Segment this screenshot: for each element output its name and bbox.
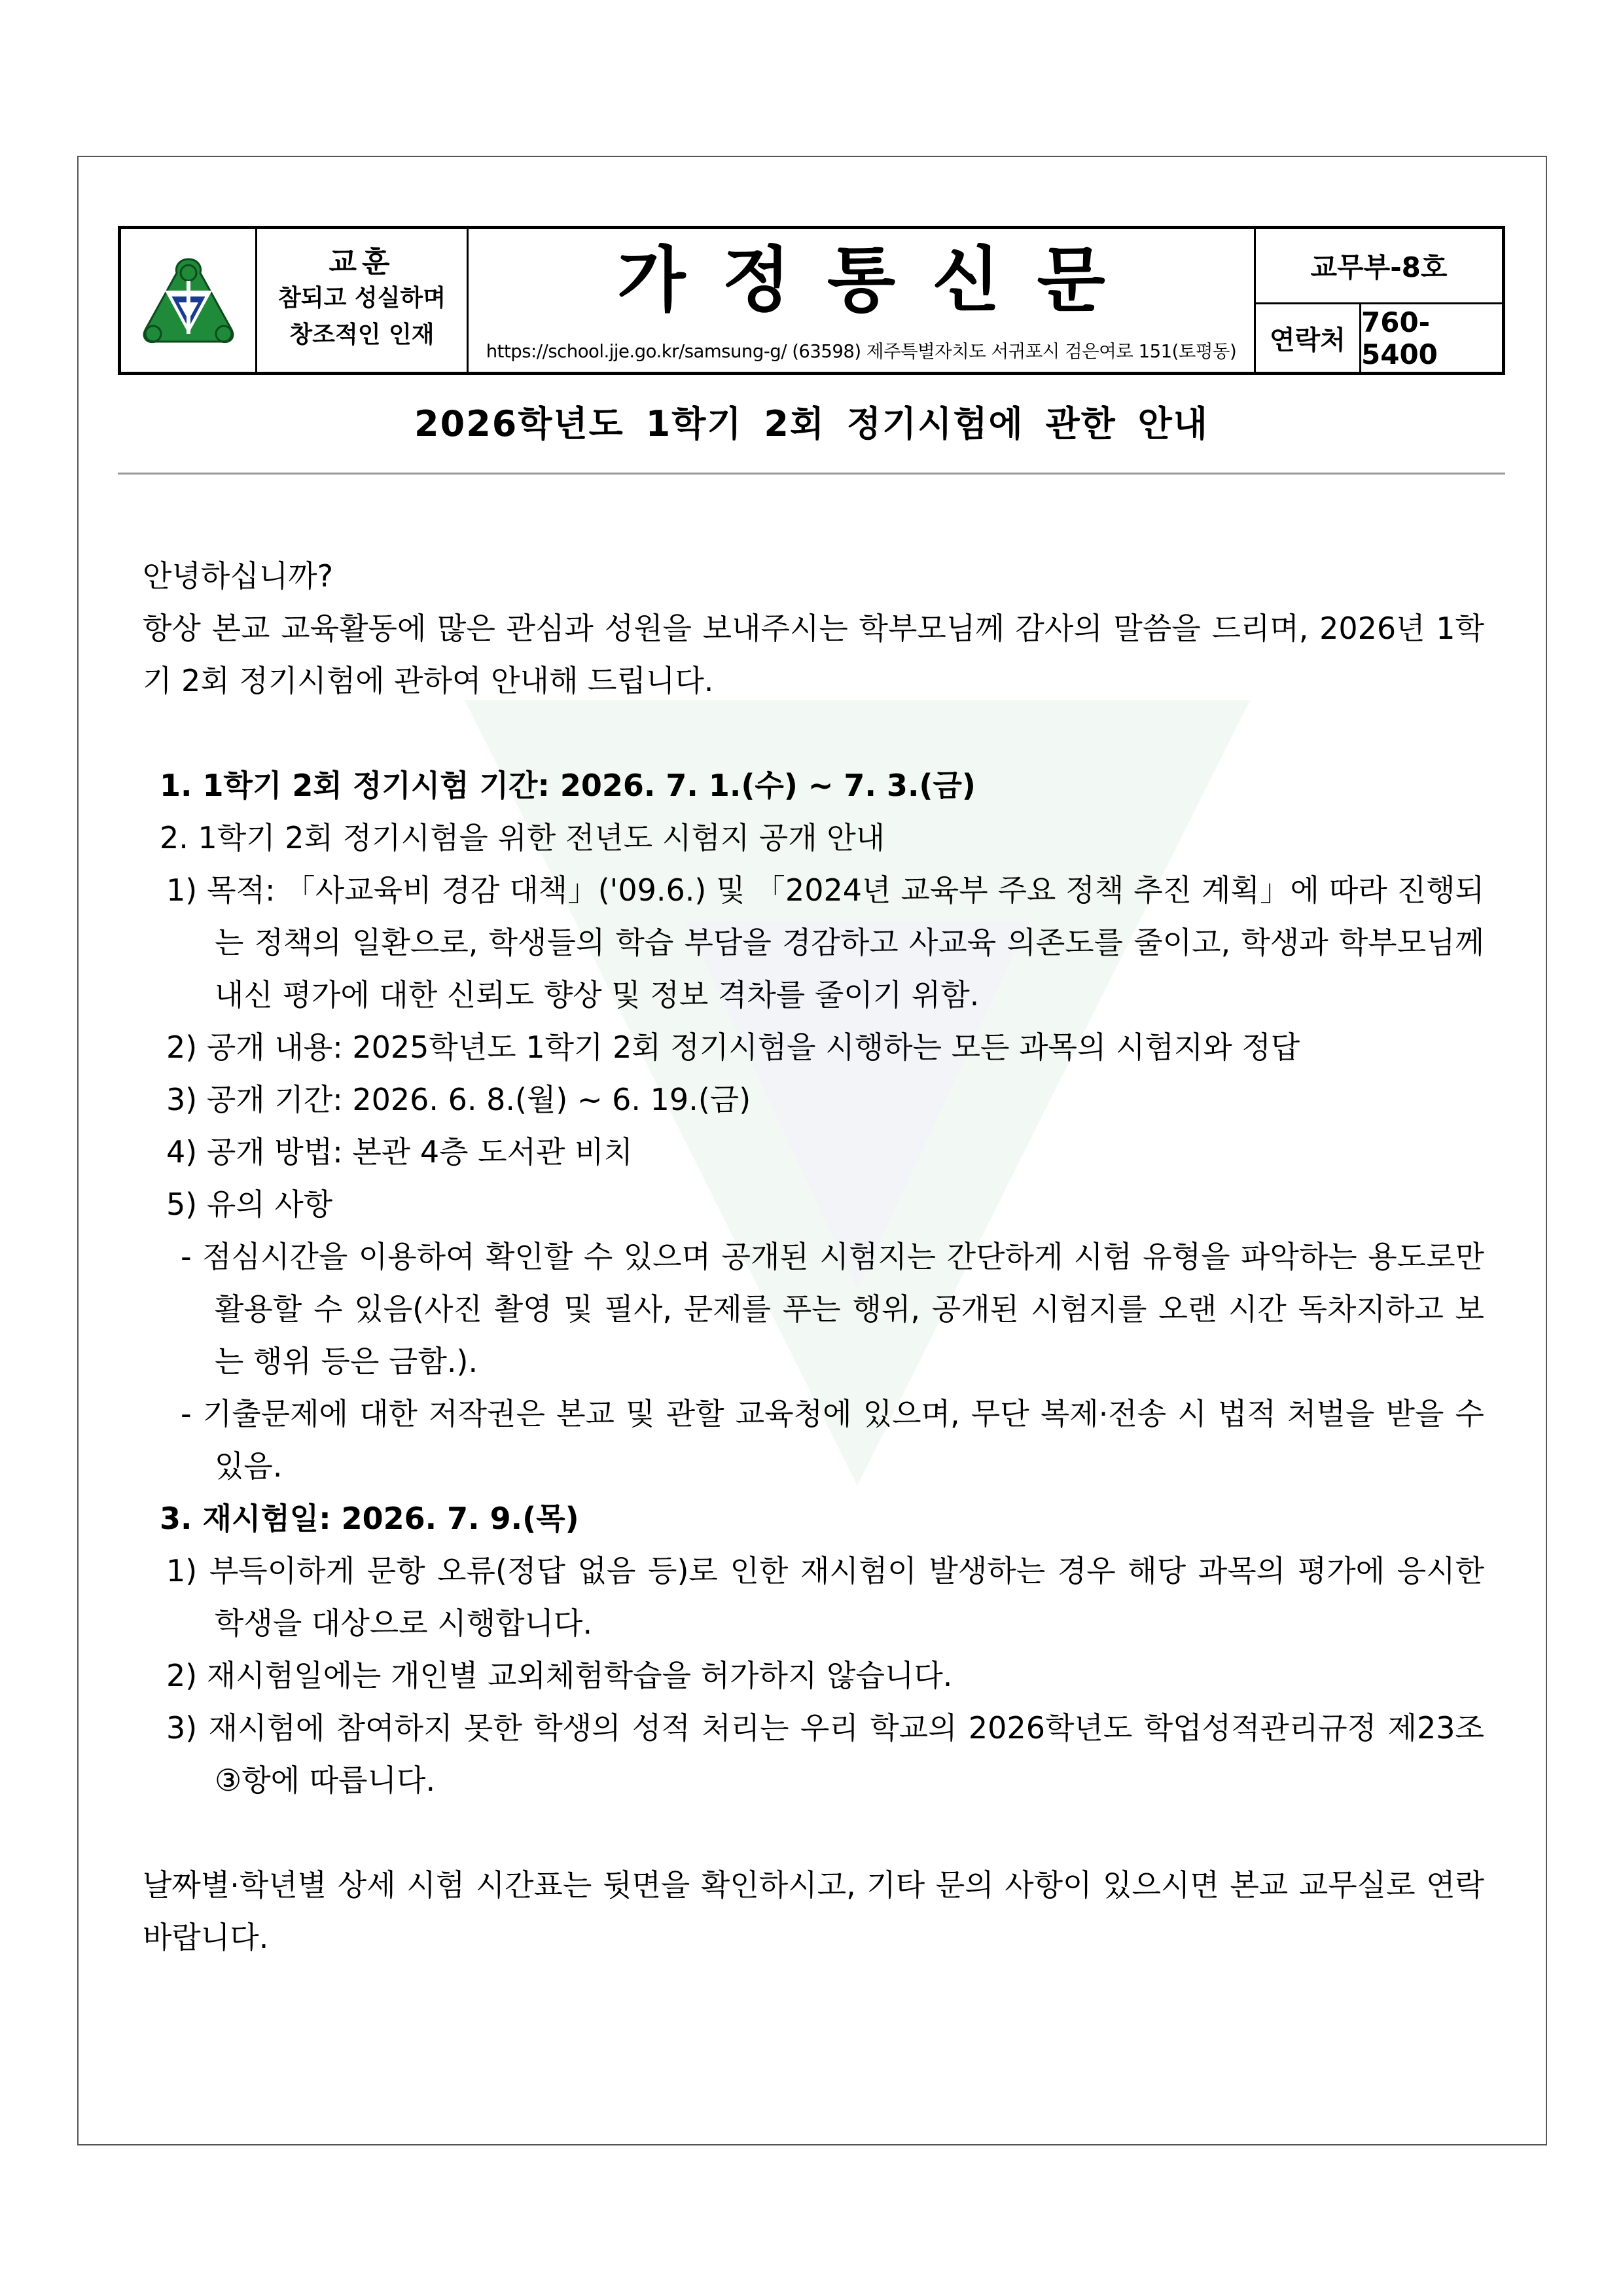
document-body bbox=[143, 550, 1484, 1964]
school-address: https://school.jje.go.kr/samsung-g/ (63598) 제주특별자치도 서귀포시 검은여로 151(토평동) bbox=[486, 341, 1237, 362]
issue-number: 교무부-8호 bbox=[1310, 251, 1448, 283]
section-2-item-method: 4) 공개 방법: 본관 4층 도서관 비치 bbox=[166, 1134, 633, 1170]
section-3-item-3: 3) 재시험에 참여하지 못한 학생의 성적 처리는 우리 학교의 2026학년도 학업성적관리규정 제23조 ③항에 따릅니다. bbox=[166, 1710, 1484, 1798]
section-3-heading: 3. 재시험일: 2026. 7. 9.(목) bbox=[160, 1501, 579, 1536]
newsletter-header bbox=[118, 226, 1505, 375]
school-motto bbox=[257, 229, 467, 372]
closing-paragraph: 날짜별·학년별 상세 시험 시간표는 뒷면을 확인하시고, 기타 문의 사항이 있으시면 본교 교무실로 연락 바랍니다. bbox=[143, 1867, 1484, 1955]
newsletter-title: 가정통신문 bbox=[617, 239, 1142, 321]
motto-line-1: 참되고 성실하며 bbox=[278, 285, 446, 312]
section-2-heading: 2. 1학기 2회 정기시험을 위한 전년도 시험지 공개 안내 bbox=[160, 820, 885, 855]
section-3-item-1: 1) 부득이하게 문항 오류(정답 없음 등)로 인한 재시험이 발생하는 경우 해당 과목의 평가에 응시한 학생을 대상으로 시행합니다. bbox=[166, 1553, 1484, 1641]
school-emblem-icon bbox=[139, 251, 238, 350]
section-2-item-notes: 5) 유의 사항 bbox=[166, 1187, 333, 1222]
document-title: 2026학년도 1학기 2회 정기시험에 관한 안내 bbox=[414, 403, 1209, 444]
section-2-item-purpose: 1) 목적: 「사교육비 경감 대책」('09.6.) 및 「2024년 교육부 주요 정책 추진 계획」에 따라 진행되는 정책의 일환으로, 학생들의 학습 부담을 경감하고 사교육 의존도를 줄이고, 학생과 학부모님께 내신 평가에 대한 신뢰도 향상 및 정보 격차를 줄이기 위함. bbox=[166, 872, 1484, 1013]
school-logo bbox=[121, 229, 255, 372]
section-2-note-2: - 기출문제에 대한 저작권은 본교 및 관할 교육청에 있으며, 무단 복제·전송 시 법적 처벌을 받을 수 있음. bbox=[181, 1396, 1484, 1484]
section-2-item-period: 3) 공개 기간: 2026. 6. 8.(월) ~ 6. 19.(금) bbox=[166, 1082, 751, 1117]
contact-number: 760-5400 bbox=[1361, 306, 1438, 370]
section-3-item-2: 2) 재시험일에는 개인별 교외체험학습을 허가하지 않습니다. bbox=[166, 1658, 953, 1693]
intro-paragraph: 항상 본교 교육활동에 많은 관심과 성원을 보내주시는 학부모님께 감사의 말씀을 드리며, 2026년 1학기 2회 정기시험에 관하여 안내해 드립니다. bbox=[143, 611, 1484, 698]
section-2-item-content: 2) 공개 내용: 2025학년도 1학기 2회 정기시험을 시행하는 모든 과목의 시험지와 정답 bbox=[166, 1030, 1300, 1065]
newsletter-title-block bbox=[469, 229, 1254, 372]
section-2-note-1: - 점심시간을 이용하여 확인할 수 있으며 공개된 시험지는 간단하게 시험 유형을 파악하는 용도로만 활용할 수 있음(사진 촬영 및 필사, 문제를 푸는 행위, 공개된 시험지를 오랜 시간 독차지하고 보는 행위 등은 금함.). bbox=[181, 1239, 1484, 1379]
greeting: 안녕하십니까? bbox=[143, 558, 334, 594]
motto-title: 교훈 bbox=[329, 245, 395, 279]
contact-label: 연락처 bbox=[1270, 325, 1346, 355]
title-divider bbox=[118, 473, 1505, 475]
section-1-exam-period: 1. 1학기 2회 정기시험 기간: 2026. 7. 1.(수) ~ 7. 3.(금) bbox=[160, 768, 976, 803]
motto-line-2: 창조적인 인재 bbox=[289, 321, 435, 348]
